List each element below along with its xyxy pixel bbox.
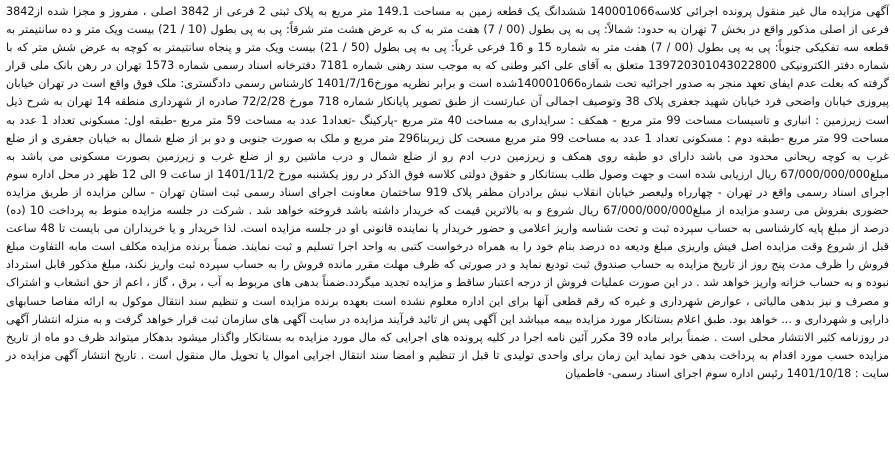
- auction-notice-text: آگهی مزایده مال غیر منقول پرونده اجرائی کلاسه140001066 ششدانگ یک قطعه زمین به مساحت 149.1 متر مربع به پلاک ثبتی 2 فرعی از 3842 اصلی ، مفروز و مجزا شده از3842 فرعی از اصلی مذکور واقع در بخش 7 تهران به حدود: شمالاً: پی به پی بطول (00 / 7) هفت متر به ک به عرض هشت متر شرقاً: پی به پی بطول (10 / 21) بیست ویک متر و ده سانتیمتر به قطعه سه تفکیکی جنوباً: پی به پی بطول (00 / 7) هفت متر به شماره 15 و 16 فرعی غرباً: پی به پی بطول (50 / 21) بیست ویک متر و پنجاه سانتیمتر به کوچه به عرض شش متر که با شماره دفتر الکترونیکی 139720301043022800 متعلق به آقای علی اکبر وطنی که به موجب سند رهنی شماره 7181 دفترخانه اسناد رسمی شماره 1573 تهران در رهن بانک ملی قرار گرفته که بعلت عدم ایفای تعهد منجر به صدور اجرائیه تحت شماره140001066شده است و برابر نظریه مورخ1401/7/16 کارشناس رسمی دادگستری: ملک فوق واقع است در تهران خیابان پیروزی خیابان واضحی فرد خیابان شهید جعفری پلاک 38 وتوصیف اجمالی آن عبارتست از طبق تصویر پایانکار شماره 718 مورخ 72/2/28 صادره از شهرداری منطقه 14 تهران به شرح ذیل است زیرزمین : انباری و تاسیسات مساحت 99 متر مربع - همکف : سرایداری به مساحت 40 متر مربع -پارکینگ -تعداد1 عدد به مساحت 59 متر مربع -طبقه اول: مسکونی تعداد 1 عدد به مساحت 99 متر مربع -طبقه دوم : مسکونی تعداد 1 عدد به مساحت 99 متر مربع مسحت کل زیربنا296 متر مربع و ملک به صورت جنوبی و دو بر از ضلع شمال به خیابان جعفری و از ضلع غرب به کوچه ریحانی محدود می باشد دارای دو طبقه روی همکف و زیرزمین درب ادم رو از ضلع شمال و درب ماشین رو از ضلع غرب و زیرزمین بصورت مسکونی می باشد به مبلغ67/000/000/000 ریال ارزیابی شده است و جهت وصول طلب بستانکار و حقوق دولتی کلاسه فوق الذکر در روز یکشنبه مورخ 1401/11/2 از ساعت 9 الی 12 ظهر در محل اداره سوم اجرای اسناد رسمی واقع در تهران - چهارراه ولیعصر خیابان انقلاب نبش برادران مظفر پلاک 919 ساختمان معاونت اجرای اسناد رسمی ثبت استان تهران - سالن مزایده از طریق مزایده حضوری بفروش می رسدو مزایده از مبلغ67/000/000/000 ریال شروع و به بالاترین قیمت که خریدار داشته باشد فروخته خواهد شد . شرکت در جلسه مزایده منوط به پرداخت 10 (ده) درصد از مبلغ پایه کارشناسی به حساب سپرده ثبت و تحت شناسه واریز اعلامی و حضور خریدار یا نماینده قانونی او در جلسه مزایده است. لذا خریدار و یا خریداران می بایست تا 48 ساعت قبل از شروع وقت مزایده اصل فیش واریزی مبلغ ودیعه ده درصد بنام خود را به همراه درخواست کتبی به واحد اجرا تسلیم و ثبت نمایند. ضمناً برنده مزایده مکلف است مابه التفاوت مبلغ فروش را ظرف مدت پنج روز از تاریخ مزایده به حساب صندوق ثبت تودیع نماید و در صورتی که ظرف مهلت مقرر مانده فروش را به حساب سپرده ثبت واریز نکند، مبلغ مذکور قابل استرداد نبوده و به حساب خزانه واریز خواهد شد . در این صورت عملیات فروش از درجه اعتبار ساقط و مزایده تجدید میگردد.ضمناً بدهی های مربوط به آب ، برق ، گاز ، اعم از حق انشعاب و اشتراک و مصرف و نیز بدهی مالیاتی ، عوارض شهرداری و غیره که رقم قطعی آنها برای این اداره معلوم نشده است بعهده برنده مزایده است و تنظیم سند انتقال موکول به ارائه مفاصا حسابهای دارایی و شهرداری و ... خواهد بود. طبق اعلام بستانکار مورد مزایده بیمه میباشد این آگهی پس از تائید فرآیند مزایده در سایت آگهی های سازمان ثبت قرار خواهد گرفت و به منزله انتشار آگهی در روزنامه کثیر الانتشار محلی است . ضمناً برابر ماده 39 مکرر آئین نامه اجرا در کلیه پرونده های اجرایی که مال مورد مزایده به بستانکار واگذار میشود بدهکار میتواند ظرف دو ماه از تاریخ مزایده حسب مورد اقدام به پرداخت بدهی خود نماید این زمان برای واحدی تولیدی تا قبل از تنظیم و امضا سند انتقال اجرایی اموال یا تحویل مال منقول است . تاریخ انتشار آگهی مزایده در سایت : 1401/10/18 رئیس اداره سوم اجرای اسناد رسمی- فاطمیان: [6, 5, 890, 380]
